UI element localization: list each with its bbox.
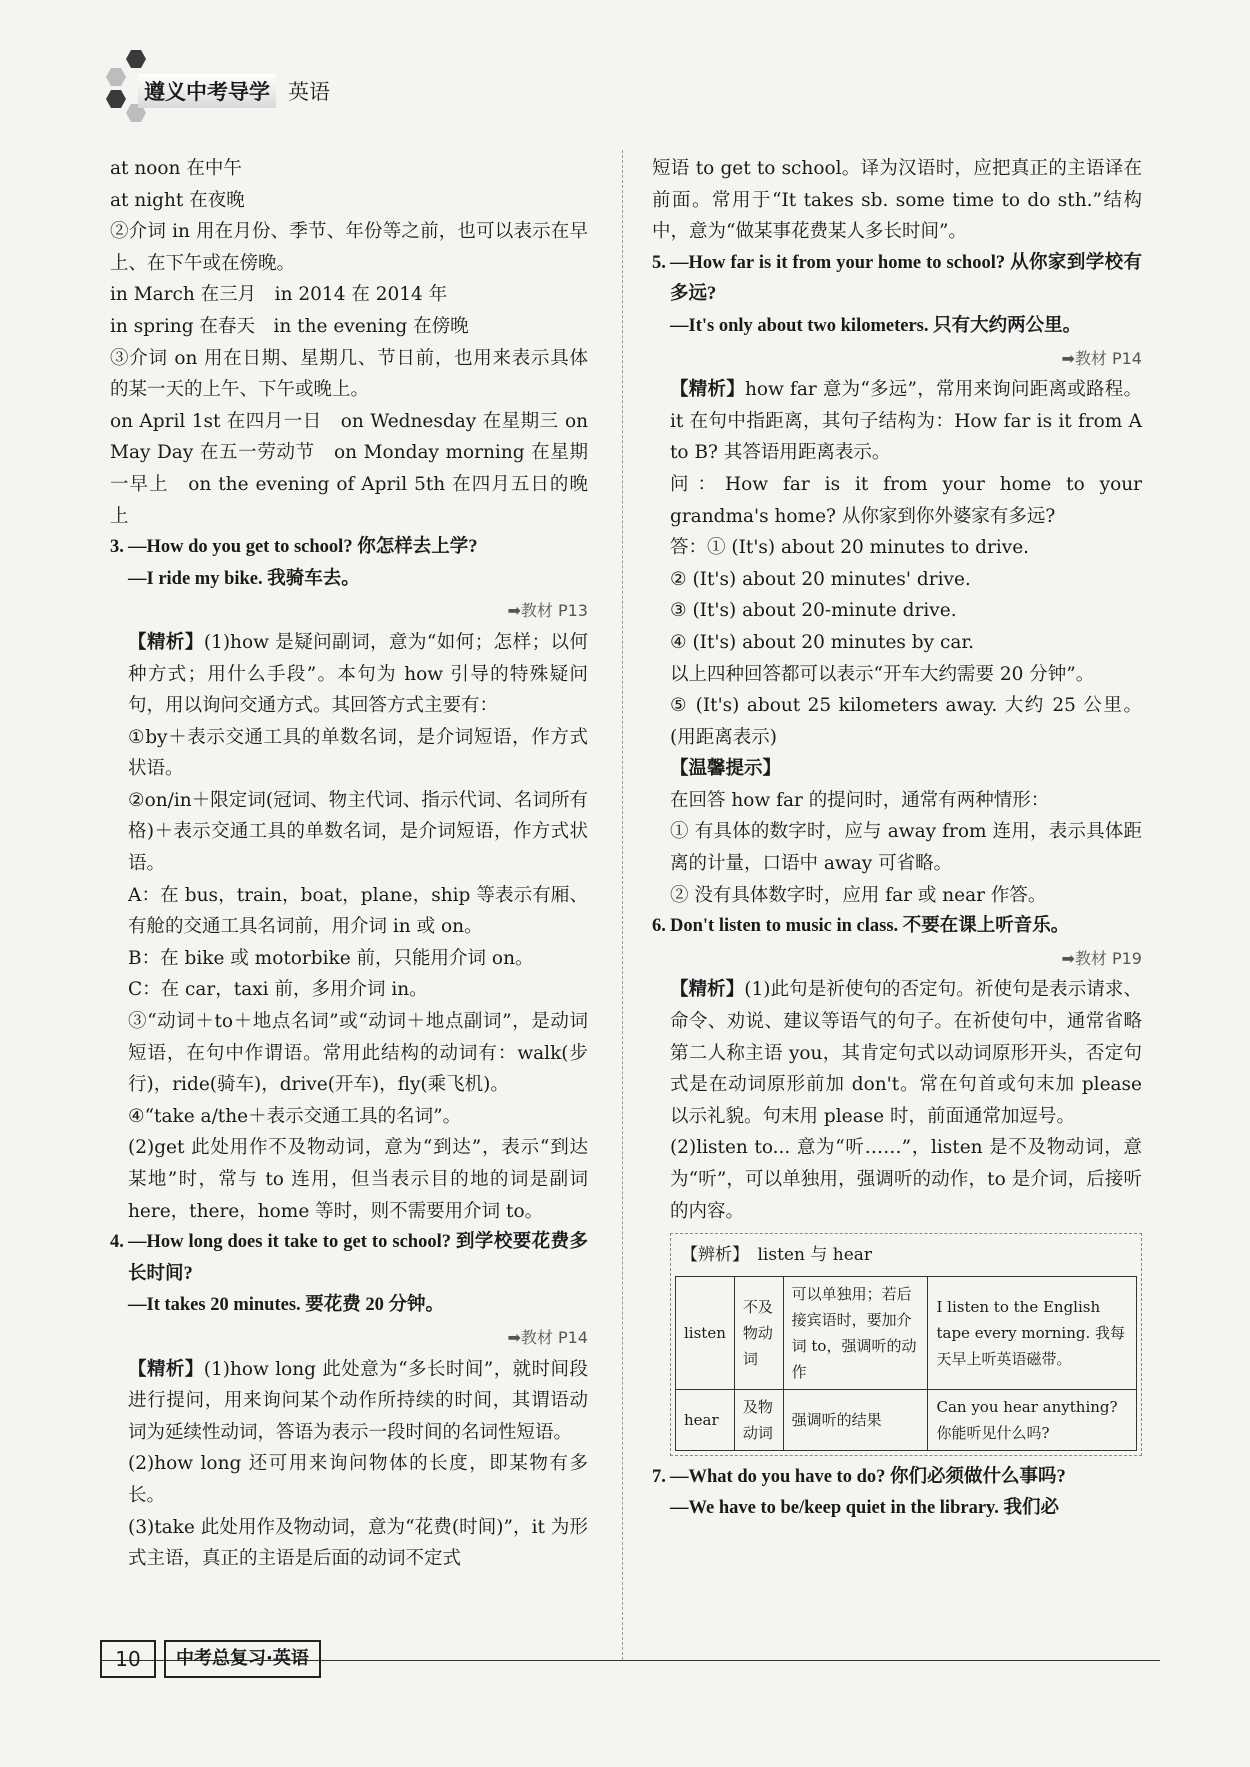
- analysis-text: (2)get 此处用作不及物动词，意为“到达”，表示“到达某地”时，常与 to 连用，但当表示目的地的词是副词 here，there，home 等时，则不需要用介词 to。: [128, 1137, 588, 1222]
- hexagon-decoration: [106, 68, 126, 86]
- question-number: 5.: [652, 252, 666, 273]
- page-footer: [100, 1640, 430, 1674]
- page-number: 10: [100, 1640, 156, 1678]
- analysis-text: 以上四种回答都可以表示“开车大约需要 20 分钟”。: [670, 663, 1095, 685]
- analysis-text: (2)listen to... 意为“听……”，listen 是不及物动词，意为“听”，可以单独用，强调听的动作，to 是介词，后接听的内容。: [670, 1137, 1142, 1222]
- question-4: [110, 1227, 588, 1575]
- answer-text: —It takes 20 minutes. 要花费 20 分钟。: [128, 1295, 445, 1316]
- question-text: —How do you get to school? 你怎样去上学?: [128, 537, 478, 558]
- answer-text: —We have to be/keep quiet in the library. 我们必: [670, 1498, 1060, 1519]
- right-column: [652, 153, 1142, 1525]
- textbook-reference: ➡教材 P14: [1061, 348, 1142, 368]
- answer-text: —I ride my bike. 我骑车去。: [128, 568, 360, 589]
- question-number: 7.: [652, 1466, 666, 1487]
- tip-text: 在回答 how far 的提问时，通常有两种情形：: [670, 789, 1050, 811]
- header-subject: 英语: [288, 80, 330, 104]
- analysis-text: A：在 bus，train，boat，plane，ship 等表示有厢、有舱的交通工具名词前，用介词 in 或 on。: [128, 884, 588, 938]
- text-line: at noon 在中午: [110, 158, 242, 179]
- textbook-reference: ➡教材 P13: [507, 601, 588, 621]
- analysis-text: (2)how long 还可用来询问物体的长度，即某物有多长。: [128, 1453, 588, 1506]
- question-text: Don't listen to music in class. 不要在课上听音乐。: [670, 916, 1070, 937]
- analysis-text: (1)how long 此处意为“多长时间”，就时间段进行提问，用来询问某个动作所持续的时间，其谓语动词为延续性动词，答语为表示一段时间的名词性短语。: [128, 1358, 588, 1443]
- question-number: 4.: [110, 1232, 124, 1253]
- text-line: 短语 to get to school。译为汉语时，应把真正的主语译在前面。常用于“It takes sb. some time to do sth.”结构中，意为“做某事花费某人多长时间”。: [652, 158, 1142, 243]
- textbook-reference: ➡教材 P14: [507, 1327, 588, 1347]
- book-title: 中考总复习·英语: [164, 1640, 321, 1678]
- hexagon-decoration: [126, 50, 146, 68]
- analysis-text: ①by＋表示交通工具的单数名词，是介词短语，作方式状语。: [128, 726, 588, 780]
- left-column: [110, 153, 588, 1575]
- analysis-tag: 【精析】: [128, 1358, 204, 1380]
- analysis-text: ②on/in＋限定词(冠词、物主代词、指示代词、名词所有格)＋表示交通工具的单数名词，是介词短语，作方式状语。: [128, 789, 588, 875]
- question-5: [652, 248, 1142, 911]
- table-cell: 不及物动词: [734, 1276, 783, 1389]
- comparison-table: [675, 1276, 1137, 1451]
- analysis-text: (1)how 是疑问副词，意为“如何；怎样；以何种方式；用什么手段”。本句为 how 引导的特殊疑问句，用以询问交通方式。其回答方式主要有：: [128, 631, 588, 717]
- analysis-text: C：在 car，taxi 前，多用介词 in。: [128, 979, 428, 1001]
- hexagon-decoration: [106, 90, 126, 108]
- table-cell: I listen to the English tape every morning. 我每天早上听英语磁带。: [928, 1276, 1137, 1389]
- analysis-text: ② (It's) about 20 minutes' drive.: [670, 568, 971, 590]
- analysis-text: how far 意为“多远”，常用来询问距离或路程。it 在句中指距离，其句子结构为：How far is it from A to B? 其答语用距离表示。: [670, 379, 1142, 464]
- question-number: 6.: [652, 916, 666, 937]
- analysis-text: 答：① (It's) about 20 minutes to drive.: [670, 537, 1030, 559]
- comparison-table-box: [670, 1233, 1142, 1456]
- text-line: on April 1st 在四月一日 on Wednesday 在星期三 on May Day 在五一劳动节 on Monday morning 在星期一早上 on the evening of April 5th 在四月五日的晚上: [110, 410, 588, 527]
- analysis-text: (1)此句是祈使句的否定句。祈使句是表示请求、命令、劝说、建议等语气的句子。在祈使句中，通常省略第二人称主语 you，其肯定句式以动词原形开头，否定句式是在动词原形前加 don't。常在句首或句末加 please 以示礼貌。句末用 please 时，前面通常加逗号。: [670, 979, 1142, 1127]
- question-7: [652, 1462, 1142, 1525]
- question-text: —What do you have to do? 你们必须做什么事吗?: [670, 1466, 1066, 1487]
- table-cell: hear: [676, 1389, 735, 1450]
- table-cell: 可以单独用；若后接宾语时，要加介词 to，强调听的动作: [783, 1276, 928, 1389]
- header-title: 遵义中考导学: [138, 74, 276, 108]
- question-number: 3.: [110, 537, 124, 558]
- question-text: —How long does it take to get to school? 到学校要花费多长时间?: [128, 1232, 588, 1284]
- analysis-tag: 【精析】: [128, 631, 204, 653]
- table-row: [676, 1389, 1137, 1450]
- question-6: [652, 911, 1142, 1227]
- text-line: at night 在夜晚: [110, 189, 245, 211]
- text-line: in March 在三月 in 2014 在 2014 年: [110, 284, 448, 306]
- analysis-text: ③ (It's) about 20-minute drive.: [670, 600, 957, 622]
- table-cell: listen: [676, 1276, 735, 1389]
- text-line: in spring 在春天 in the evening 在傍晚: [110, 315, 469, 337]
- tip-text: ① 有具体的数字时，应与 away from 连用，表示具体距离的计量，口语中 away 可省略。: [670, 821, 1142, 875]
- analysis-text: ⑤ (It's) about 25 kilometers away. 大约 25 公里。(用距离表示): [670, 695, 1142, 748]
- table-row: [676, 1276, 1137, 1389]
- analysis-text: B：在 bike 或 motorbike 前，只能用介词 on。: [128, 947, 534, 969]
- analysis-text: ④ (It's) about 20 minutes by car.: [670, 631, 975, 653]
- tip-text: ② 没有具体数字时，应用 far 或 near 作答。: [670, 884, 1047, 906]
- table-cell: 及物动词: [734, 1389, 783, 1450]
- column-divider: [622, 150, 623, 1660]
- analysis-text: (3)take 此处用作及物动词，意为“花费(时间)”，it 为形式主语，真正的主语是后面的动词不定式: [128, 1516, 588, 1570]
- analysis-tag: 【精析】: [670, 379, 745, 401]
- answer-text: —It's only about two kilometers. 只有大约两公里。: [670, 315, 1082, 336]
- analysis-text: ③“动词＋to＋地点名词”或“动词＋地点副词”，是动词短语，在句中作谓语。常用此结构的动词有：walk(步行)，ride(骑车)，drive(开车)，fly(乘飞机)。: [128, 1011, 588, 1096]
- table-cell: Can you hear anything? 你能听见什么吗?: [928, 1389, 1137, 1450]
- analysis-tag: 【精析】: [670, 979, 745, 1001]
- text-line: ③介词 on 用在日期、星期几、节日前，也用来表示具体的某一天的上午、下午或晚上。: [110, 347, 588, 401]
- text-line: ②介词 in 用在月份、季节、年份等之前，也可以表示在早上、在下午或在傍晚。: [110, 221, 588, 274]
- analysis-text: ④“take a/the＋表示交通工具的名词”。: [128, 1105, 462, 1127]
- table-cell: 强调听的结果: [783, 1389, 928, 1450]
- analysis-text: 问：How far is it from your home to your grandma's home? 从你家到你外婆家有多远?: [670, 473, 1142, 527]
- table-caption: 【辨析】 listen 与 hear: [681, 1245, 873, 1266]
- page-header: [98, 48, 398, 118]
- textbook-reference: ➡教材 P19: [1061, 948, 1142, 968]
- question-3: [110, 532, 588, 1227]
- question-text: —How far is it from your home to school? 从你家到学校有多远?: [670, 252, 1142, 305]
- tip-tag: 【温馨提示】: [670, 758, 782, 780]
